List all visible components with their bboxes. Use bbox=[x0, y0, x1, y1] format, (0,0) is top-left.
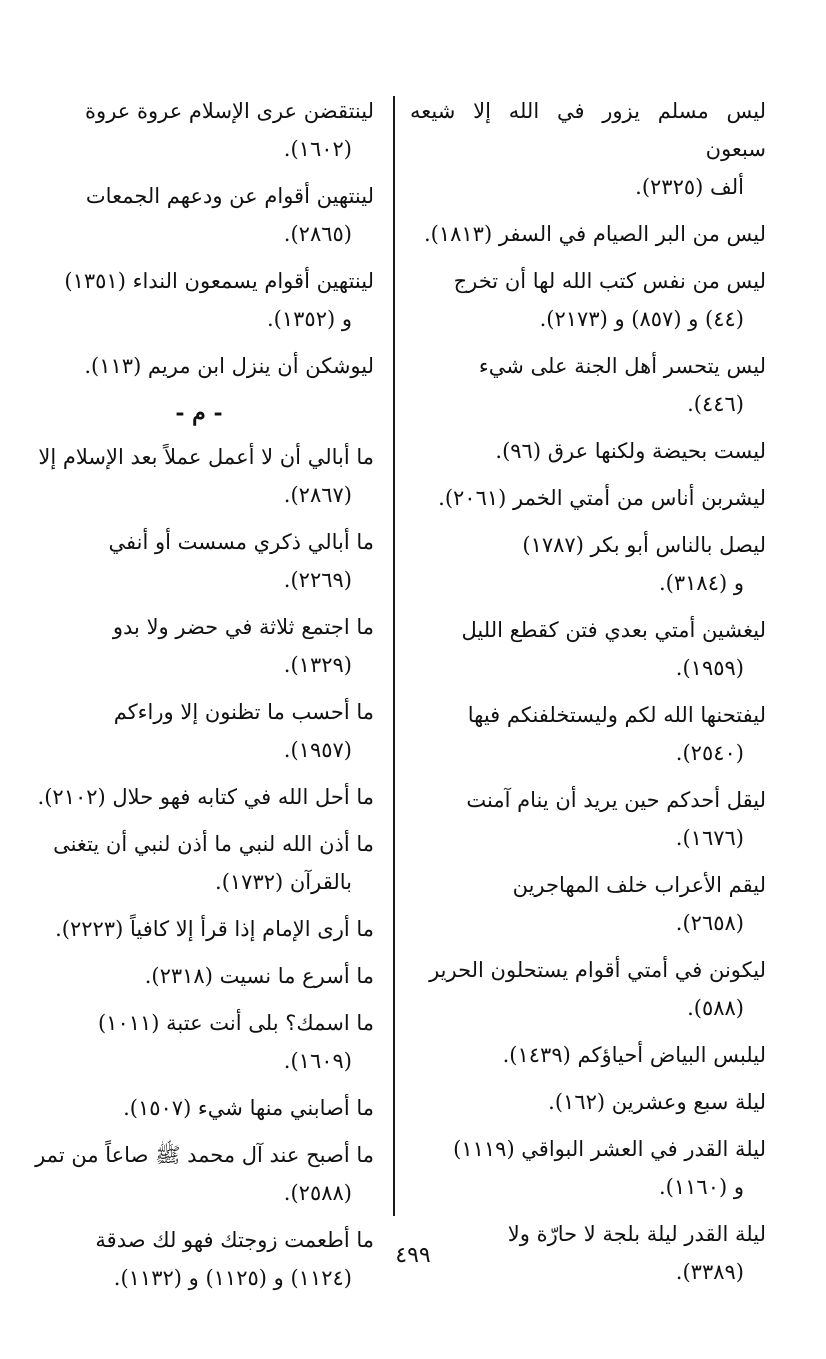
entry-text: ليصل بالناس أبو بكر (١٧٨٧) bbox=[522, 533, 766, 557]
entry-reference: (٢٦٥٨). bbox=[675, 911, 744, 935]
entry-text: لينتهين أقوام يسمعون النداء (١٣٥١) bbox=[64, 269, 374, 293]
entry-reference: و (١٣٥٢). bbox=[266, 307, 352, 331]
entry-text: ما اجتمع ثلاثة في حضر ولا بدو bbox=[112, 615, 374, 639]
entry-reference: (١٩٥٧). bbox=[283, 738, 352, 762]
index-entry bbox=[410, 611, 766, 687]
entry-text: ما أذن الله لنبي ما أذن لنبي أن يتغنى bbox=[53, 832, 374, 856]
entry-text: ما أرى الإمام إذا قرأ إلا كافياً (٢٢٢٣). bbox=[55, 917, 374, 941]
entry-text: ليست بحيضة ولكنها عرق (٩٦). bbox=[495, 439, 766, 463]
index-entry bbox=[24, 608, 374, 684]
entry-reference: (٤٤) و (٨٥٧) و (٢١٧٣). bbox=[539, 307, 744, 331]
index-entry bbox=[410, 951, 766, 1027]
page-number: ٤٩٩ bbox=[395, 1243, 431, 1268]
entry-text: ليس يتحسر أهل الجنة على شيء bbox=[478, 354, 766, 378]
index-entry bbox=[410, 526, 766, 602]
entry-text: ليس من نفس كتب الله لها أن تخرج bbox=[453, 269, 766, 293]
entry-text: ليوشكن أن ينزل ابن مريم (١١٣). bbox=[84, 354, 374, 378]
index-entry bbox=[24, 693, 374, 769]
entry-reference: بالقرآن (١٧٣٢). bbox=[215, 870, 352, 894]
entry-text: ليقل أحدكم حين يريد أن ينام آمنت bbox=[466, 788, 766, 812]
index-column-right bbox=[410, 92, 766, 1300]
index-entry bbox=[24, 1004, 374, 1080]
entry-text: ما اسمك؟ بلى أنت عتبة (١٠١١) bbox=[97, 1011, 374, 1035]
entry-text: ليلة سبع وعشرين (١٦٢). bbox=[548, 1090, 766, 1114]
index-entry bbox=[24, 523, 374, 599]
entry-text: لينتهين أقوام عن ودعهم الجمعات bbox=[85, 184, 374, 208]
index-entry bbox=[24, 1089, 374, 1127]
index-entry bbox=[410, 432, 766, 470]
entry-reference: (١٦٧٦). bbox=[675, 826, 744, 850]
entry-text: ليكونن في أمتي أقوام يستحلون الحرير bbox=[429, 958, 766, 982]
index-entry bbox=[24, 957, 374, 995]
index-entry bbox=[410, 92, 766, 206]
entry-reference: (١١٢٤) و (١١٢٥) و (١١٣٢). bbox=[113, 1266, 352, 1290]
entry-reference: و (١١٦٠). bbox=[658, 1175, 744, 1199]
entry-text: ليغشين أمتي بعدي فتن كقطع الليل bbox=[461, 618, 766, 642]
index-entries-lam bbox=[24, 92, 374, 385]
entry-reference: (٢٥٤٠). bbox=[675, 741, 744, 765]
entry-reference: (١٣٢٩). bbox=[283, 653, 352, 677]
entry-text: ما أصبح عند آل محمد ﷺ صاعاً من تمر bbox=[35, 1143, 374, 1167]
entry-reference: (٢٥٨٨). bbox=[283, 1181, 352, 1205]
index-entry bbox=[24, 1136, 374, 1212]
index-entry bbox=[24, 347, 374, 385]
entry-text: ما أطعمت زوجتك فهو لك صدقة bbox=[95, 1228, 374, 1252]
entry-text: ليفتحنها الله لكم وليستخلفنكم فيها bbox=[467, 703, 766, 727]
entry-reference: (٢٨٦٧). bbox=[283, 483, 352, 507]
index-entry bbox=[410, 866, 766, 942]
entry-reference: ألف (٢٣٢٥). bbox=[635, 175, 744, 199]
entry-reference: (١٦٠٢). bbox=[283, 137, 352, 161]
index-entry bbox=[410, 1130, 766, 1206]
index-entry bbox=[410, 1036, 766, 1074]
entry-reference: (٢٨٦٥). bbox=[283, 222, 352, 246]
entry-text: ما أحسب ما تظنون إلا وراءكم bbox=[113, 700, 374, 724]
section-letter-heading: - م - bbox=[175, 400, 223, 426]
index-entry bbox=[24, 910, 374, 948]
entry-text: ليلة القدر ليلة بلجة لا حارّة ولا bbox=[507, 1222, 766, 1246]
entry-text: ما أحل الله في كتابه فهو حلال (٢١٠٢). bbox=[37, 785, 374, 809]
index-entry bbox=[410, 1083, 766, 1121]
entry-reference: (٤٤٦). bbox=[687, 392, 744, 416]
entry-text: ليشربن أناس من أمتي الخمر (٢٠٦١). bbox=[438, 486, 766, 510]
entry-reference: (٣٣٨٩). bbox=[675, 1260, 744, 1284]
column-divider bbox=[393, 96, 395, 1216]
index-entry bbox=[24, 92, 374, 168]
index-entry bbox=[24, 825, 374, 901]
entry-text: ليس مسلم يزور في الله إلا شيعه سبعون bbox=[410, 99, 766, 161]
entry-text: ليس من البر الصيام في السفر (١٨١٣). bbox=[423, 222, 766, 246]
entry-text: ليلبس البياض أحياؤكم (١٤٣٩). bbox=[502, 1043, 766, 1067]
index-entries-mim bbox=[24, 438, 374, 1297]
index-entry bbox=[410, 781, 766, 857]
entry-reference: (١٩٥٩). bbox=[675, 656, 744, 680]
entry-reference: (١٦٠٩). bbox=[283, 1049, 352, 1073]
index-entry bbox=[410, 262, 766, 338]
index-entry bbox=[24, 262, 374, 338]
index-entry bbox=[24, 177, 374, 253]
entry-text: ما أبالي أن لا أعمل عملاً بعد الإسلام إلا bbox=[38, 445, 374, 469]
index-entry bbox=[24, 778, 374, 816]
entry-reference: و (٣١٨٤). bbox=[658, 571, 744, 595]
index-entry bbox=[410, 215, 766, 253]
entry-text: لينتقضن عرى الإسلام عروة عروة bbox=[85, 99, 374, 123]
index-entry bbox=[410, 347, 766, 423]
entry-text: ما أسرع ما نسيت (٢٣١٨). bbox=[144, 964, 374, 988]
index-column-left bbox=[24, 92, 374, 1306]
entry-text: ليقم الأعراب خلف المهاجرين bbox=[512, 873, 766, 897]
index-entry bbox=[410, 479, 766, 517]
entry-reference: (٥٨٨). bbox=[687, 996, 744, 1020]
entry-reference: (٢٢٦٩). bbox=[283, 568, 352, 592]
entry-text: ما أصابني منها شيء (١٥٠٧). bbox=[123, 1096, 374, 1120]
entry-text: ليلة القدر في العشر البواقي (١١١٩) bbox=[453, 1137, 766, 1161]
index-entry bbox=[410, 696, 766, 772]
entry-text: ما أبالي ذكري مسست أو أنفي bbox=[108, 530, 374, 554]
index-entry bbox=[24, 438, 374, 514]
